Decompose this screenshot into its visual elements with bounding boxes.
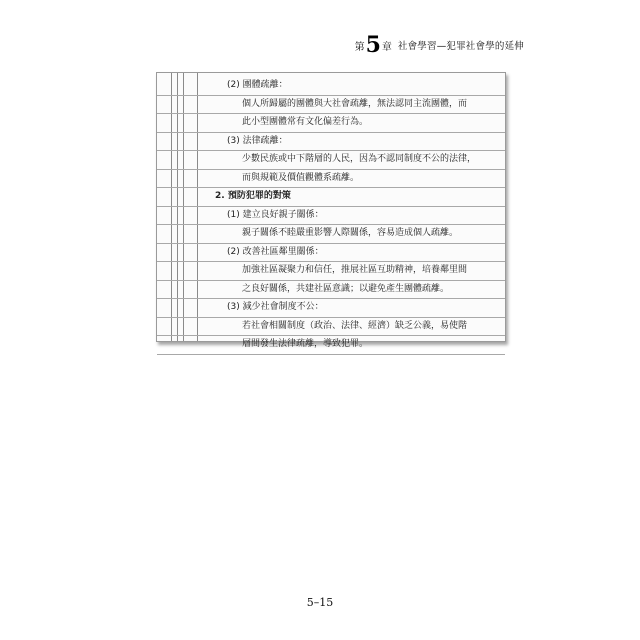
body-text: 此小型團體常有文化偏差行為。 <box>242 117 369 127</box>
notebook-line <box>157 336 505 355</box>
notebook-box <box>156 72 506 349</box>
subsection-heading: (2) 團體疏離： <box>227 80 288 90</box>
body-text: 親子關係不睦嚴重影響人際關係，容易造成個人疏離。 <box>242 228 459 238</box>
notebook-line <box>157 151 505 170</box>
section-heading: 2. 預防犯罪的對策 <box>215 191 291 201</box>
body-text: 層間發生法律疏離，導致犯罪。 <box>242 339 369 349</box>
chapter-prefix: 第 <box>354 41 365 53</box>
chapter-number: 5 <box>365 32 381 58</box>
notebook-line <box>157 244 505 263</box>
notebook-line <box>157 281 505 300</box>
notebook-line <box>157 299 505 318</box>
notebook-line <box>157 225 505 244</box>
subsection-heading: (3) 減少社會制度不公： <box>227 302 324 312</box>
body-text: 而與規範及價值觀體系疏離。 <box>242 172 360 183</box>
page-number: 5–15 <box>306 596 334 609</box>
chapter-label <box>355 34 392 56</box>
chapter-header <box>355 34 524 56</box>
notebook-line <box>157 318 505 337</box>
chapter-suffix: 章 <box>381 41 392 53</box>
body-text: 之良好關係，共建社區意識；以避免產生團體疏離。 <box>242 283 450 294</box>
notebook-line <box>157 262 505 281</box>
body-text: 少數民族或中下階層的人民，因為不認同制度不公的法律， <box>242 154 477 164</box>
notebook-line <box>157 207 505 226</box>
notebook-line <box>157 77 505 96</box>
body-text: 若社會相關制度（政治、法律、經濟）缺乏公義，易使階 <box>242 320 468 331</box>
body-text: 個人所歸屬的團體與大社會疏離，無法認同主流團體，而 <box>242 98 468 109</box>
notebook-line <box>157 133 505 152</box>
subsection-heading: (3) 法律疏離： <box>227 135 288 146</box>
body-text: 加強社區凝聚力和信任，推展社區互助精神，培養鄰里間 <box>242 265 468 275</box>
notebook-line <box>157 114 505 133</box>
notebook-lines <box>157 77 505 355</box>
notebook-line <box>157 170 505 189</box>
subsection-heading: (2) 改善社區鄰里關係： <box>227 246 324 257</box>
notebook-line <box>157 96 505 115</box>
notebook-line <box>157 188 505 207</box>
subsection-heading: (1) 建立良好親子關係： <box>227 209 324 220</box>
chapter-title: 社會學習—犯罪社會學的延伸 <box>397 41 524 52</box>
